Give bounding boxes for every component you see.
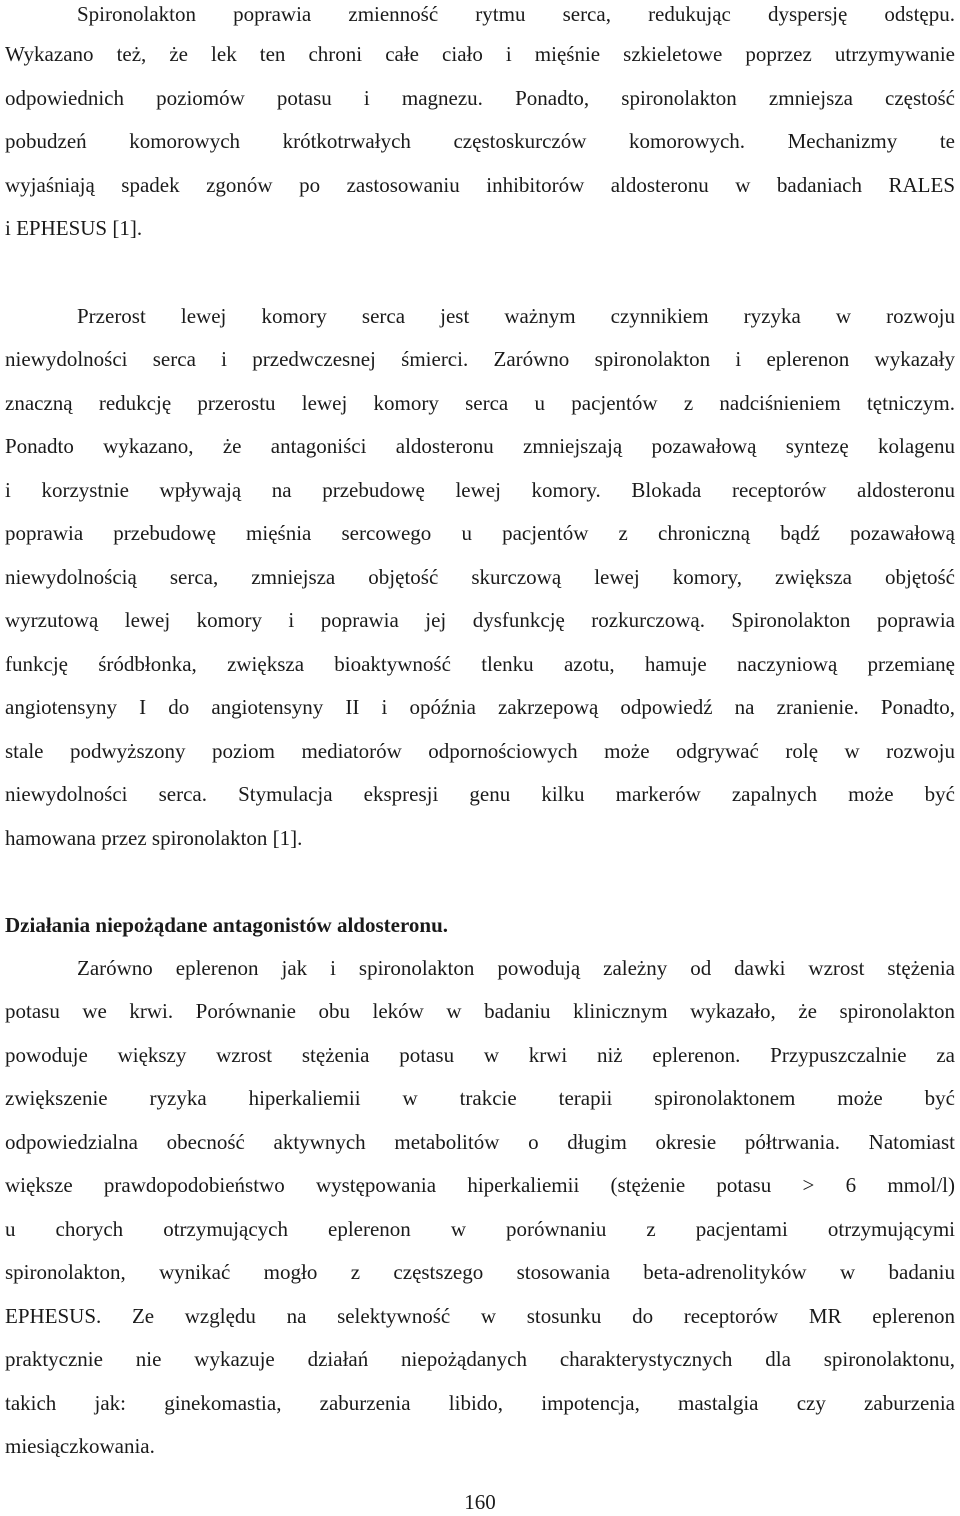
text-line: niewydolnością serca, zmniejsza objętość skurczową lewej komory, zwiększa objętość [5, 565, 955, 589]
text-line: wyjaśniają spadek zgonów po zastosowaniu inhibitorów aldosteronu w badaniach RALES [5, 173, 955, 197]
text-line: Przerost lewej komory serca jest ważnym czynnikiem ryzyka w rozwoju [77, 304, 955, 328]
text-line: i korzystnie wpływają na przebudowę lewej komory. Blokada receptorów aldosteronu [5, 478, 955, 502]
text-line: stale podwyższony poziom mediatorów odpornościowych może odgrywać rolę w rozwoju [5, 739, 955, 763]
text-line: powoduje większy wzrost stężenia potasu w krwi niż eplerenon. Przypuszczalnie za [5, 1043, 955, 1067]
text-line: wyrzutową lewej komory i poprawia jej dysfunkcję rozkurczową. Spironolakton poprawia [5, 608, 955, 632]
text-line: większe prawdopodobieństwo występowania hiperkaliemii (stężenie potasu > 6 mmol/l) [5, 1173, 955, 1197]
text-line: spironolakton, wynikać mogło z częstszego stosowania beta-adrenolityków w badaniu [5, 1260, 955, 1284]
text-line: hamowana przez spironolakton [1]. [5, 826, 303, 850]
text-line: Wykazano też, że lek ten chroni całe ciało i mięśnie szkieletowe poprzez utrzymywanie [5, 42, 955, 66]
text-line: potasu we krwi. Porównanie obu leków w badaniu klinicznym wykazało, że spironolakton [5, 999, 955, 1023]
text-line: u chorych otrzymujących eplerenon w porównaniu z pacjentami otrzymującymi [5, 1217, 955, 1241]
text-line: praktycznie nie wykazuje działań niepożądanych charakterystycznych dla spironolaktonu, [5, 1347, 955, 1371]
text-line: zwiększenie ryzyka hiperkaliemii w trakcie terapii spironolaktonem może być [5, 1086, 955, 1110]
text-line: miesiączkowania. [5, 1434, 155, 1458]
text-line: Zarówno eplerenon jak i spironolakton powodują zależny od dawki wzrost stężenia [77, 956, 955, 980]
page-number: 160 [464, 1490, 496, 1514]
section-heading: Działania niepożądane antagonistów aldosteronu. [5, 913, 448, 937]
text-line: niewydolności serca i przedwczesnej śmierci. Zarówno spironolakton i eplerenon wykazały [5, 347, 955, 371]
text-line: Spironolakton poprawia zmienność rytmu serca, redukując dyspersję odstępu. [77, 2, 955, 26]
text-line: EPHESUS. Ze względu na selektywność w stosunku do receptorów MR eplerenon [5, 1304, 955, 1328]
text-line: funkcję śródbłonka, zwiększa bioaktywność tlenku azotu, hamuje naczyniową przemianę [5, 652, 955, 676]
text-line: znaczną redukcję przerostu lewej komory serca u pacjentów z nadciśnieniem tętniczym. [5, 391, 955, 415]
text-line: angiotensyny I do angiotensyny II i opóźnia zakrzepową odpowiedź na zranienie. Ponadto, [5, 695, 955, 719]
text-line: i EPHESUS [1]. [5, 216, 143, 240]
text-line: odpowiedzialna obecność aktywnych metabolitów o długim okresie półtrwania. Natomiast [5, 1130, 955, 1154]
text-line: Ponadto wykazano, że antagoniści aldosteronu zmniejszają pozawałową syntezę kolagenu [5, 434, 955, 458]
text-line: niewydolności serca. Stymulacja ekspresji genu kilku markerów zapalnych może być [5, 782, 955, 806]
text-line: odpowiednich poziomów potasu i magnezu. Ponadto, spironolakton zmniejsza częstość [5, 86, 955, 110]
text-line: pobudzeń komorowych krótkotrwałych częstoskurczów komorowych. Mechanizmy te [5, 129, 955, 153]
text-line: takich jak: ginekomastia, zaburzenia libido, impotencja, mastalgia czy zaburzenia [5, 1391, 955, 1415]
text-line: poprawia przebudowę mięśnia sercowego u pacjentów z chroniczną bądź pozawałową [5, 521, 955, 545]
